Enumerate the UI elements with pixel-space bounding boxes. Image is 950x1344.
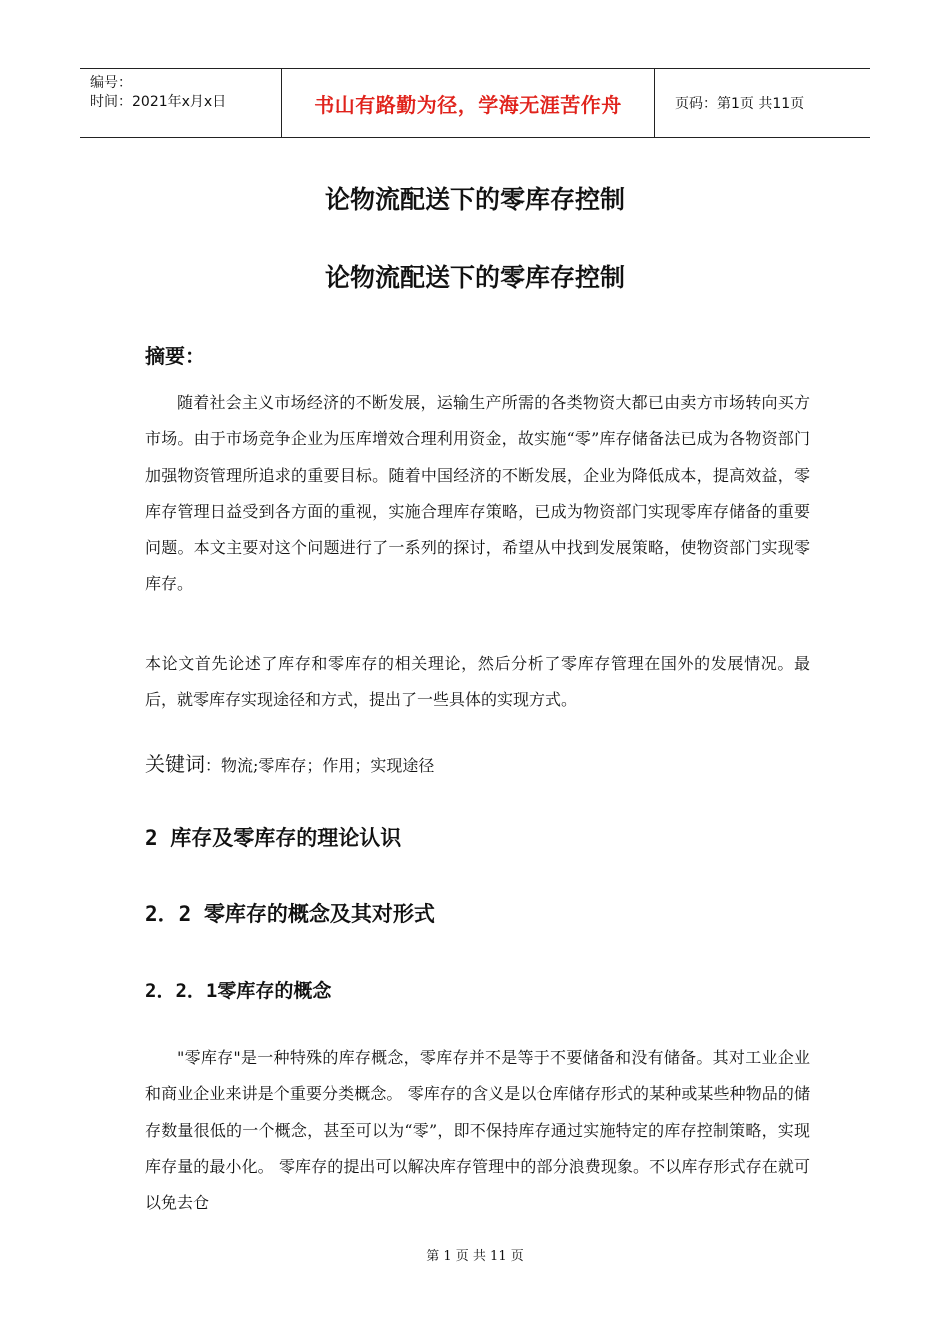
- abstract-label: 摘要：: [145, 344, 205, 368]
- header-table: [80, 68, 870, 138]
- header-motto: 书山有路勤为径，学海无涯苦作舟: [282, 69, 655, 137]
- document-subtitle: 论物流配送下的零库存控制: [324, 263, 625, 292]
- page-footer: 第 1 页 共 11 页: [426, 1249, 524, 1264]
- abstract-paragraph-1: 随着社会主义市场经济的不断发展，运输生产所需的各类物资大都已由卖方市场转向买方市场。由于市场竞争企业为压库增效合理利用资金，故实施“零”库存储备法已成为各物资部门加强物资管理所追求的重要目标。随着中国经济的不断发展，企业为降低成本，提高效益，零库存管理日益受到各方面的重视，实施合理库存策略，已成为物资部门实现零库存储备的重要问题。本文主要对这个问题进行了一系列的探讨，希望从中找到发展策略，使物资部门实现零库存。: [145, 393, 810, 594]
- keywords-text: ：物流;零库存；作用；实现途径: [205, 756, 435, 775]
- section-heading-2-2-1: 2．2．1零库存的概念: [145, 980, 332, 1002]
- document-title: 论物流配送下的零库存控制: [324, 185, 625, 214]
- section-heading-2-2: 2．2 零库存的概念及其对形式: [145, 902, 435, 926]
- header-page-info: [665, 69, 870, 137]
- number-label: 编号：: [90, 75, 132, 91]
- keywords-line: [145, 748, 434, 777]
- section-heading-2: 2 库存及零库存的理论认识: [145, 826, 402, 850]
- header-meta-cell: [80, 69, 282, 137]
- body-paragraph: "零库存"是一种特殊的库存概念，零库存并不是等于不要储备和没有储备。其对工业企业和商业企业来讲是个重要分类概念。 零库存的含义是以仓库储存形式的某种或某些种物品的储存数量很低的一个概念，甚至可以为“零”，即不保持库存通过实施特定的库存控制策略，实现库存量的最小化。 零库存的提出可以解决库存管理中的部分浪费现象。不以库存形式存在就可以免去仓: [145, 1048, 810, 1213]
- date-label: 时间：2021年x月x日: [90, 94, 227, 110]
- keywords-label: 关键词: [145, 752, 205, 776]
- page-info-text: 页码：第1页 共11页: [675, 96, 805, 112]
- abstract-paragraph-2: 本论文首先论述了库存和零库存的相关理论，然后分析了零库存管理在国外的发展情况。最后，就零库存实现途径和方式，提出了一些具体的实现方式。: [145, 654, 810, 710]
